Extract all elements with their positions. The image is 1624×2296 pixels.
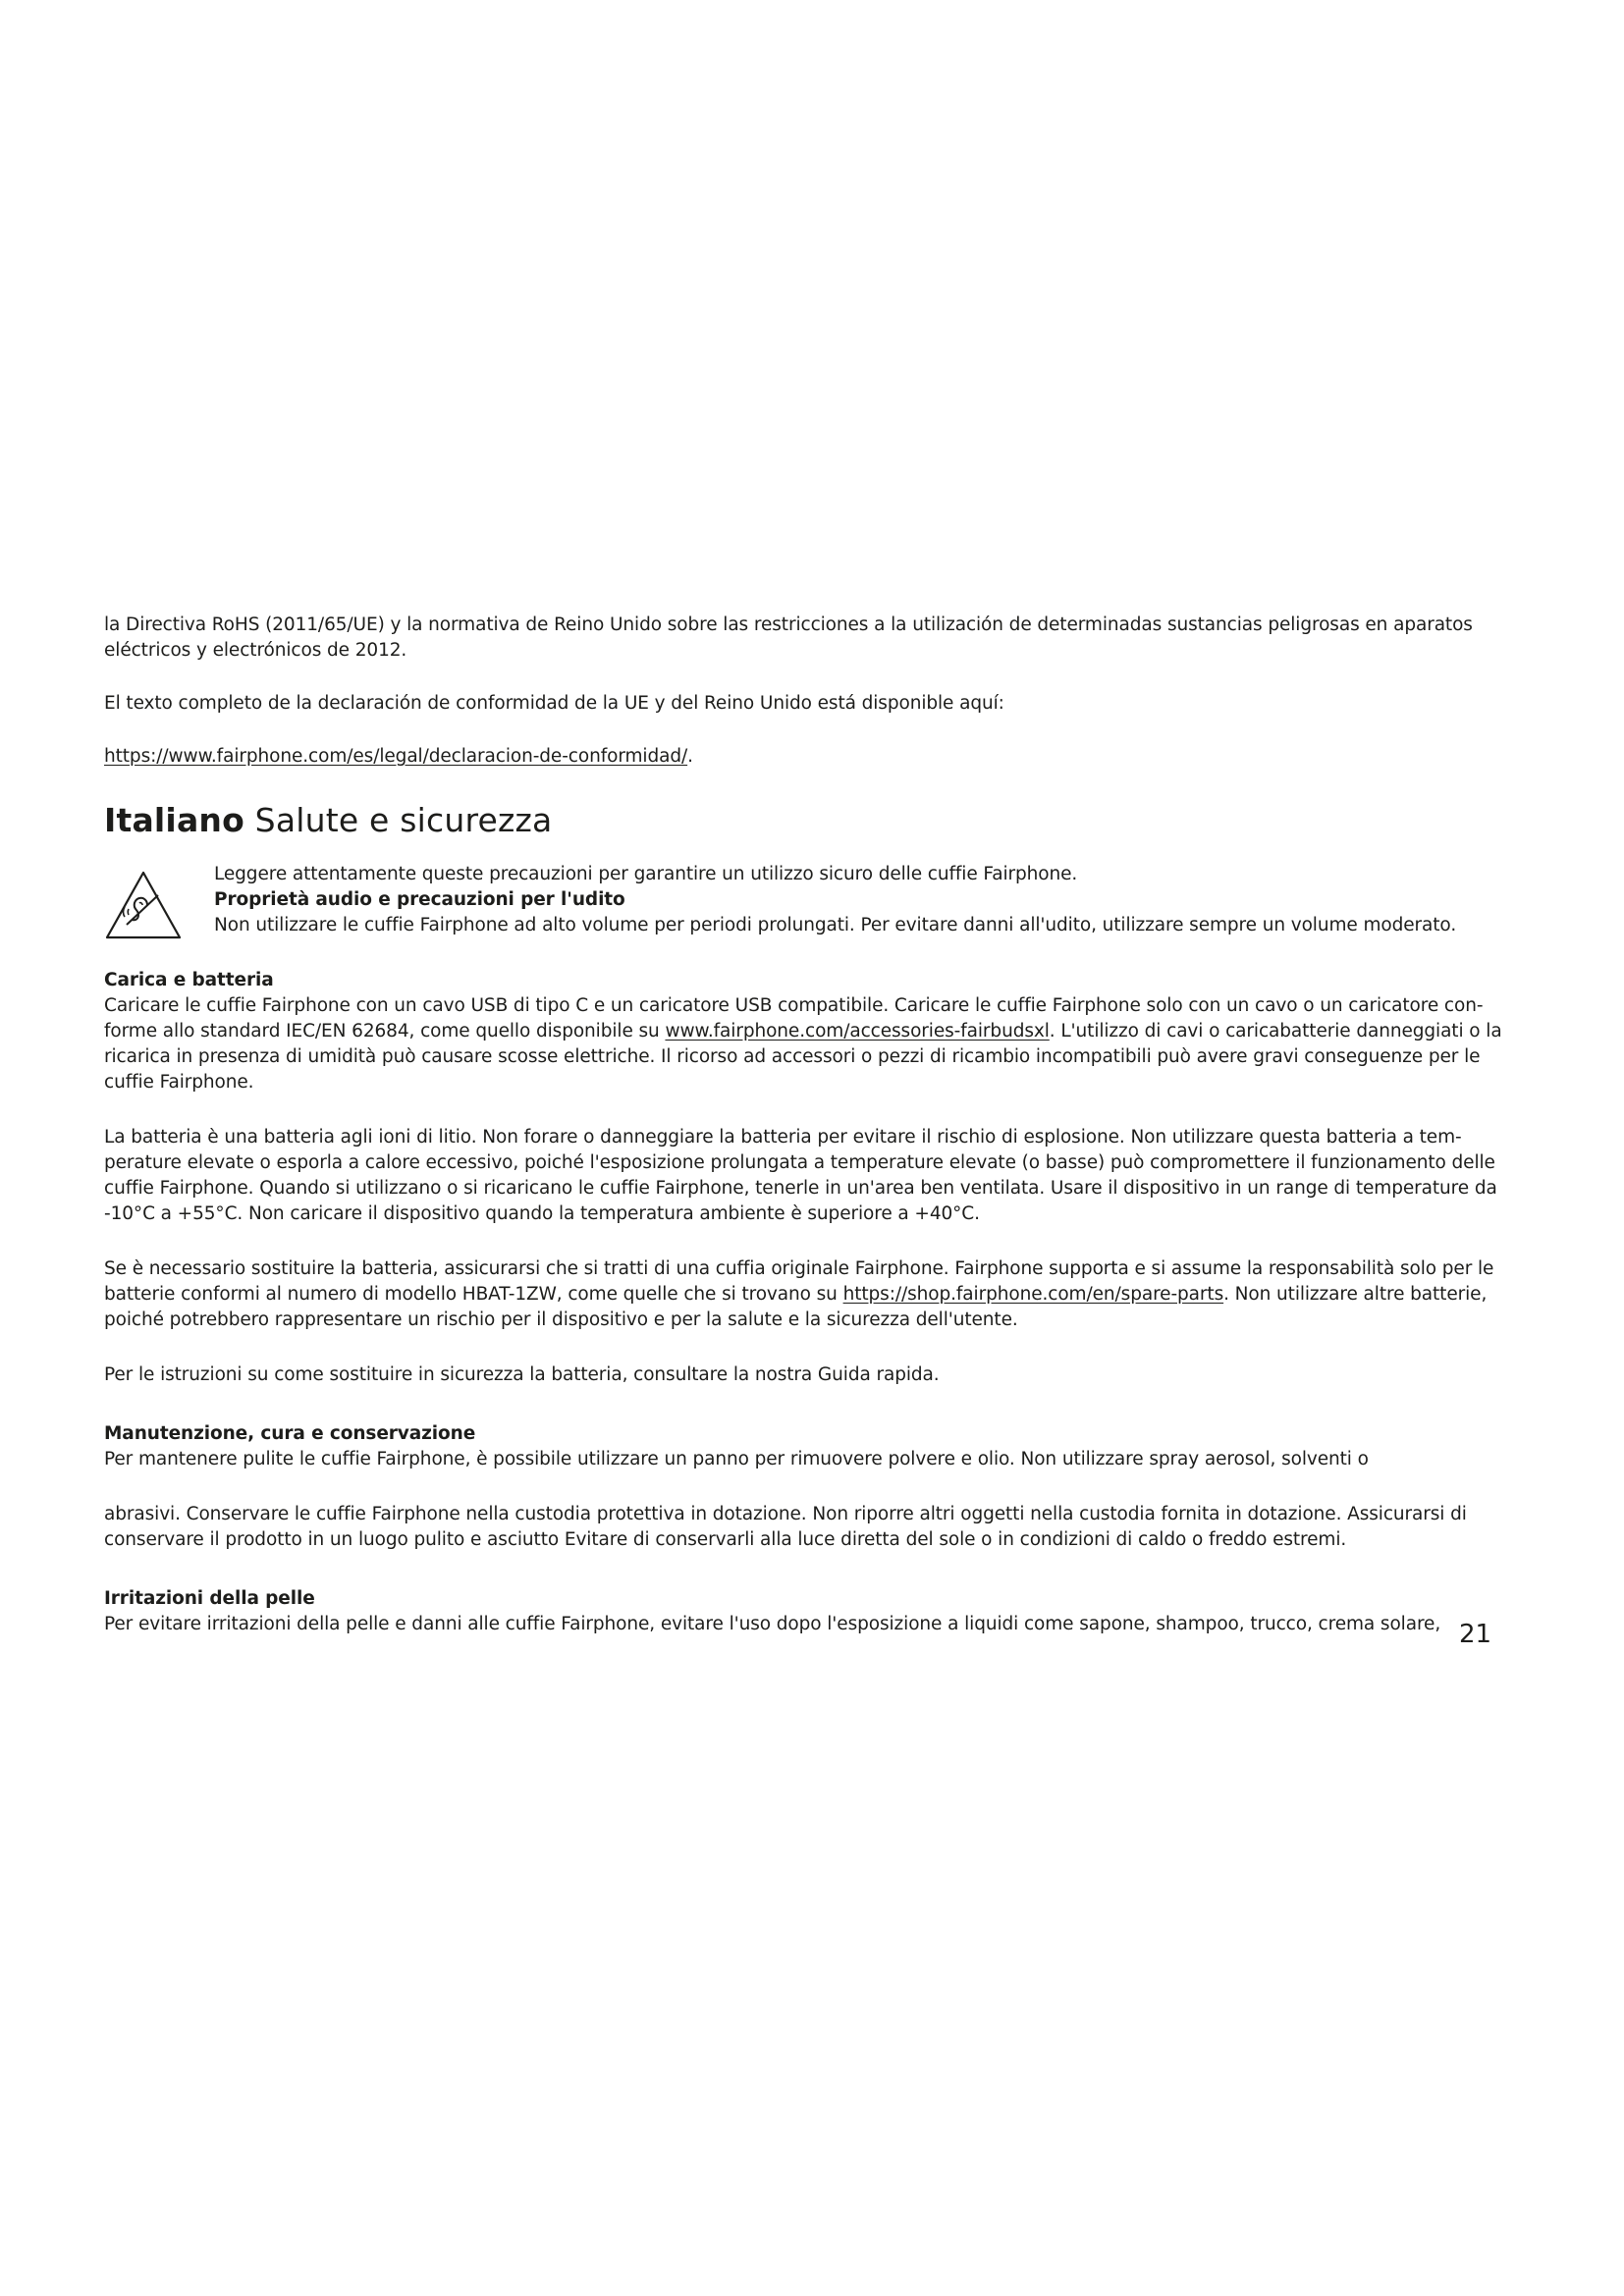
audio-precautions-text: Non utilizzare le cuffie Fairphone ad alto volume per periodi prolungati. Per evitare danni all'udito, utilizzare sempre un volume moderato.	[214, 915, 1457, 935]
section-title-language: Italiano	[104, 801, 244, 839]
spanish-declaration-paragraph: El texto completo de la declaración de conformidad de la UE y del Reino Unido está disponible aquí:	[104, 693, 1004, 714]
spanish-declaration-link-line	[104, 744, 1526, 770]
battery-replacement-paragraph	[104, 1256, 1526, 1333]
page-number: 21	[1459, 1620, 1492, 1649]
battery-guide-paragraph: Per le istruzioni su come sostituire in sicurezza la batteria, consultare la nostra Guida rapida.	[104, 1364, 940, 1385]
maintenance-paragraph-1: Per mantenere pulite le cuffie Fairphone, è possibile utilizzare un panno per rimuovere polvere e olio. Non utilizzare spray aerosol, solventi o	[104, 1449, 1369, 1469]
replacement-text-a: Se è necessario sostituire la batteria, assicurarsi che si tratti di una cuffia originale Fairphone. Fairphone supporta e si assume la responsabilità solo per le batterie conformi al numero di modello HBAT-1ZW, come quelle che si trovano su	[104, 1258, 1494, 1305]
accessories-link[interactable]: www.fairphone.com/accessories-fairbudsxl	[665, 1021, 1050, 1041]
warning-intro: Leggere attentamente queste precauzioni per garantire un utilizzo sicuro delle cuffie Fairphone.	[214, 864, 1078, 884]
maintenance-heading: Manutenzione, cura e conservazione	[104, 1423, 476, 1444]
charging-text-b: . L'utilizzo di cavi o caricabatterie danneggiati o la ricarica in presenza di umidità può causare scosse elettriche. Il ricorso ad accessori o pezzi di ricambio incompatibili può avere gravi conseguenze per le cuffie Fairphone.	[104, 1021, 1502, 1093]
audio-precautions-heading: Proprietà audio e precauzioni per l'udito	[214, 889, 625, 910]
spare-parts-link[interactable]: https://shop.fairphone.com/en/spare-parts	[842, 1284, 1224, 1305]
charging-text-a: Caricare le cuffie Fairphone con un cavo USB di tipo C e un caricatore USB compatibile. Caricare le cuffie Fairphone solo con un cavo o un caricatore con-forme allo standard IEC/EN 62684, come quello disponibile su	[104, 995, 1484, 1041]
maintenance-paragraph-2: abrasivi. Conservare le cuffie Fairphone nella custodia protettiva in dotazione. Non riporre altri oggetti nella custodia fornita in dotazione. Assicurarsi di conservare il prodotto in un luogo pulito e asciutto Evitare di conservarli alla luce diretta del sole o in condizioni di caldo o freddo estremi.	[104, 1504, 1467, 1550]
spanish-rohs-paragraph: la Directiva RoHS (2011/65/UE) y la normativa de Reino Unido sobre las restricciones a la utilización de determinadas sustancias peligrosas en aparatos eléctricos y electrónicos de 2012.	[104, 614, 1473, 661]
link-suffix: .	[687, 746, 693, 767]
skin-irritation-paragraph: Per evitare irritazioni della pelle e danni alle cuffie Fairphone, evitare l'uso dopo l'esposizione a liquidi come sapone, shampoo, trucco, crema solare,	[104, 1614, 1441, 1634]
section-title-rest: Salute e sicurezza	[244, 801, 553, 839]
page-content	[104, 613, 1526, 1637]
battery-paragraph: La batteria è una batteria agli ioni di litio. Non forare o danneggiare la batteria per evitare il rischio di esplosione. Non utilizzare questa batteria a tem-perature elevate o esporla a calore eccessivo, poiché l'esposizione prolungata a temperature elevate (o basse) può compromettere il funzionamento delle cuffie Fairphone. Quando si utilizzano o si ricaricano le cuffie Fairphone, tenerle in un'area ben ventilata. Usare il dispositivo in un range di temperature da -10°C a +55°C. Non caricare il dispositivo quando la temperatura ambiente è superiore a +40°C.	[104, 1127, 1497, 1224]
charging-paragraph-1	[104, 993, 1526, 1095]
charging-heading: Carica e batteria	[104, 970, 274, 990]
hearing-warning-icon	[104, 870, 183, 940]
replacement-text-b: . Non utilizzare altre batterie, poiché potrebbero rappresentare un rischio per il dispositivo e per la salute e la sicurezza dell'utente.	[104, 1284, 1488, 1330]
declaration-link[interactable]: https://www.fairphone.com/es/legal/declaracion-de-conformidad/	[104, 746, 688, 767]
section-title	[104, 801, 1526, 840]
warning-text	[214, 862, 1530, 938]
skin-irritation-heading: Irritazioni della pelle	[104, 1588, 315, 1609]
hearing-warning-block	[104, 862, 1526, 938]
